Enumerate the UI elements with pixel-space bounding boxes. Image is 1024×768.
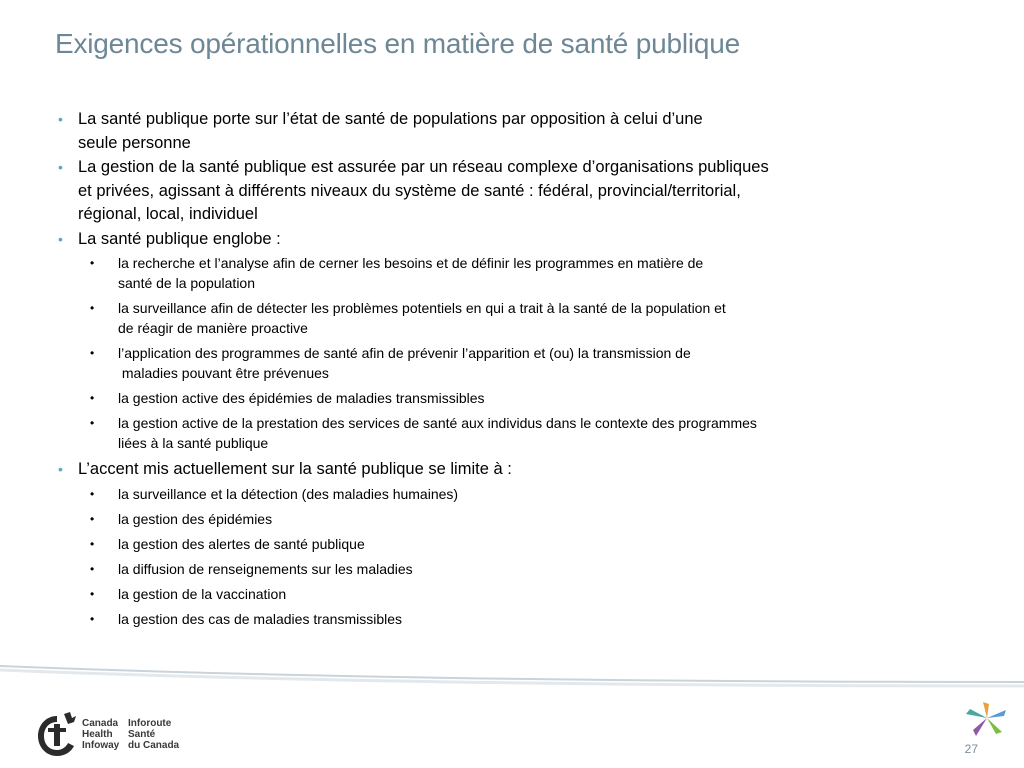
sub-bullet-item: • la gestion des épidémies	[90, 510, 273, 527]
sub-bullet-item: • la surveillance et la détection (des maladies humaines)	[90, 485, 459, 502]
sub-bullet-icon: •	[90, 346, 95, 360]
logo-text-en: Canada Health Infoway	[82, 718, 120, 751]
sub-bullet-item: • la gestion active de la prestation des services de santé aux individus dans le contexte des programmes liées à la santé publique	[90, 415, 757, 451]
sub-bullet-icon: •	[90, 536, 95, 551]
sub-bullet-item: • la surveillance afin de détecter les problèmes potentiels en qui a trait à la santé de la population et de réagir de manière proactive	[90, 300, 726, 336]
sub-bullet-icon: •	[90, 301, 95, 315]
sub-bullet-item: • la gestion des alertes de santé publique	[90, 535, 365, 552]
sub-bullet-item: • la diffusion de renseignements sur les maladies	[90, 560, 413, 577]
bullet-icon: •	[58, 461, 63, 477]
bullet-item: • La santé publique porte sur l’état de santé de populations par opposition à celui d’une seule personne	[58, 110, 703, 152]
slide-body	[58, 108, 938, 634]
sub-bullet-icon: •	[90, 611, 95, 626]
bullet-icon: •	[58, 159, 63, 175]
bullet-icon: •	[58, 230, 63, 247]
slide-title: Exigences opérationnelles en matière de santé publique	[55, 28, 741, 59]
sub-bullet-icon: •	[90, 561, 95, 576]
logo-text-fr: Inforoute Santé du Canada	[128, 718, 180, 751]
bullet-list	[58, 108, 938, 629]
sub-bullet-list	[78, 484, 938, 629]
bullet-item: • La gestion de la santé publique est assurée par un réseau complexe d’organisations publiques et privées, agissant à différents niveaux du système de santé : fédéral, provincial/territorial, régional, local, individuel	[58, 158, 769, 223]
maple-leaf-logo-icon	[34, 710, 80, 760]
sub-bullet-item: • l’application des programmes de santé afin de prévenir l’apparition et (ou) la transmission de maladies pouvant être prévenues	[90, 345, 691, 381]
bullet-icon: •	[58, 111, 63, 127]
sub-bullet-icon: •	[90, 511, 95, 526]
sub-bullet-list	[78, 253, 938, 453]
sub-bullet-icon: •	[90, 256, 95, 270]
sub-bullet-icon: •	[90, 391, 95, 405]
infoway-logo	[34, 710, 194, 760]
sub-bullet-item: • la recherche et l’analyse afin de cerner les besoins et de définir les programmes en matière de santé de la population	[90, 255, 704, 291]
footer-swoosh	[0, 652, 1024, 692]
page-number: 27	[964, 742, 978, 756]
star-emblem-icon	[962, 698, 1012, 738]
sub-bullet-item: • la gestion de la vaccination	[90, 585, 287, 602]
sub-bullet-icon: •	[90, 586, 95, 601]
bullet-item: • La santé publique englobe : • la recherche et l’analyse afin de cerner les besoins et de définir les programmes en matière de santé de la population • la surveillance afin de détecter les problèmes potentiels en qui a trait à la santé de la population et de réagir de manière proactive • l’application des programmes de santé afin de prévenir l’apparition et (ou) la transmission de maladies pouvant être prévenues • la gestion active des épidémies de maladies transmissibles • la gestion active de la prestation des services de santé aux individus dans le contexte des programmes liées à la santé publique	[58, 228, 938, 454]
sub-bullet-item: • la gestion active des épidémies de maladies transmissibles	[90, 390, 485, 406]
bullet-item: • L’accent mis actuellement sur la santé publique se limite à : • la surveillance et la détection (des maladies humaines) • la gestion des épidémies • la gestion des alertes de santé publique • la diffusion de renseignements sur les maladies • la gestion de la vaccination • la gestion des cas de maladies transmissibles	[58, 458, 938, 629]
sub-bullet-item: • la gestion des cas de maladies transmissibles	[90, 610, 403, 627]
sub-bullet-icon: •	[90, 486, 95, 501]
sub-bullet-icon: •	[90, 416, 95, 430]
